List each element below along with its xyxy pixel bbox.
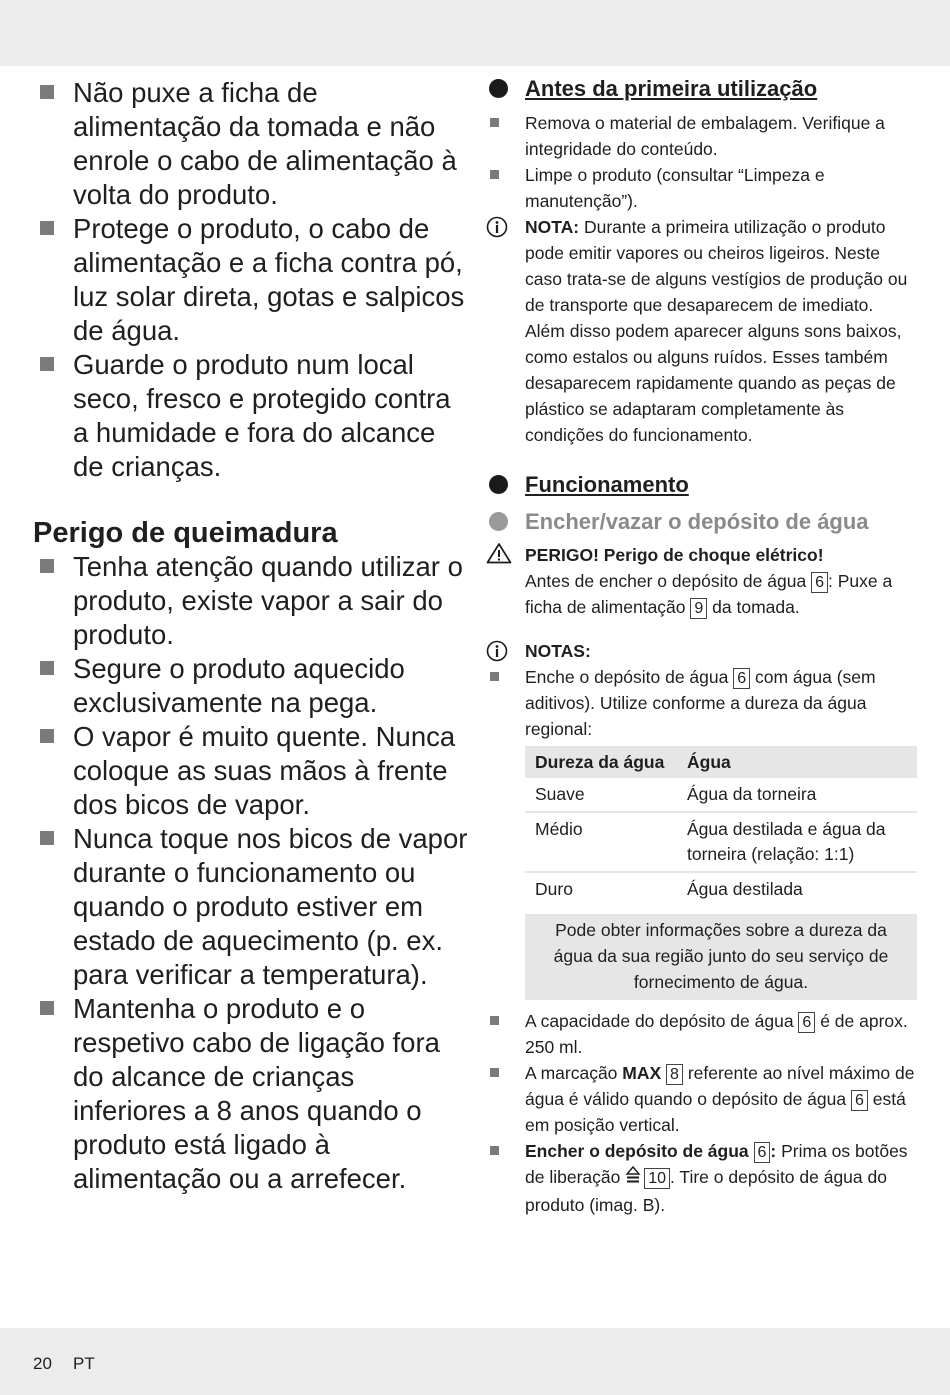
table-row: Suave Água da torneira: [525, 778, 917, 812]
list-item: Nunca toque nos bicos de vapor durante o funcionamento ou quando o produto estiver em estado de aquecimento (p. ex. para verificar a temperatura).: [33, 822, 473, 992]
page-number: 20: [33, 1354, 52, 1373]
right-column: [487, 74, 917, 1218]
square-bullet-icon: [490, 170, 499, 179]
info-circle-icon: [486, 216, 508, 245]
release-button-icon: [625, 1165, 641, 1192]
ref-number: 8: [666, 1064, 683, 1085]
square-bullet-icon: [490, 1068, 499, 1077]
list-item: A marcação MAX 8 referente ao nível máximo de água é válido quando o depósito de água 6 está em posição vertical.: [487, 1060, 917, 1138]
table-header: Dureza da água: [525, 746, 677, 778]
table-footnote: Pode obter informações sobre a dureza da água da sua região junto do seu serviço de fornecimento de água.: [525, 914, 917, 1000]
list-item: Segure o produto aquecido exclusivamente na pega.: [33, 652, 473, 720]
list-item: Guarde o produto num local seco, fresco e protegido contra a humidade e fora do alcance de crianças.: [33, 348, 473, 484]
ref-number: 10: [644, 1168, 670, 1189]
list-item: A capacidade do depósito de água 6 é de aprox. 250 ml.: [487, 1008, 917, 1060]
left-column: [33, 76, 473, 1196]
list-item: Mantenha o produto e o respetivo cabo de ligação fora do alcance de crianças inferiores a 8 anos quando o produto está ligado à alimentação ou a arrefecer.: [33, 992, 473, 1196]
square-bullet-icon: [40, 559, 54, 573]
ref-number: 6: [754, 1142, 771, 1163]
ref-number: 6: [811, 572, 828, 593]
section-heading-operation: Funcionamento: [487, 470, 917, 500]
square-bullet-icon: [40, 85, 54, 99]
section-heading-burn-hazard: Perigo de queimadura: [33, 517, 338, 549]
list-item: Protege o produto, o cabo de alimentação e a ficha contra pó, luz solar direta, gotas e salpicos de água.: [33, 212, 473, 348]
square-bullet-icon: [40, 729, 54, 743]
ref-number: 6: [851, 1090, 868, 1111]
grey-circle-icon: [489, 512, 508, 531]
subsection-heading-fill-tank: Encher/vazar o depósito de água: [487, 506, 917, 538]
section-heading-before-first-use: Antes da primeira utilização: [487, 74, 917, 104]
filled-circle-icon: [489, 475, 508, 494]
list-item: Remova o material de embalagem. Verifique a integridade do conteúdo.: [487, 110, 917, 162]
square-bullet-icon: [490, 672, 499, 681]
table-header: Água: [677, 746, 917, 778]
ref-number: 9: [690, 598, 707, 619]
water-hardness-table: [525, 746, 917, 906]
list-item: Não puxe a ficha de alimentação da tomada e não enrole o cabo de alimentação à volta do produto.: [33, 76, 473, 212]
filled-circle-icon: [489, 79, 508, 98]
square-bullet-icon: [490, 1146, 499, 1155]
square-bullet-icon: [40, 661, 54, 675]
header-bar: [0, 0, 950, 66]
square-bullet-icon: [40, 831, 54, 845]
ref-number: 6: [733, 668, 750, 689]
footer-bar: [0, 1328, 950, 1395]
list-item: Tenha atenção quando utilizar o produto, existe vapor a sair do produto.: [33, 550, 473, 652]
list-item: Encher o depósito de água 6 : Prima os botões de liberação 10 . Tire o depósito de água do produto (imag. B).: [487, 1138, 917, 1218]
ref-number: 6: [798, 1012, 815, 1033]
list-item: O vapor é muito quente. Nunca coloque as suas mãos à frente dos bicos de vapor.: [33, 720, 473, 822]
table-row: Duro Água destilada: [535, 879, 803, 899]
list-item: Limpe o produto (consultar “Limpeza e manutenção”).: [487, 162, 917, 214]
notes-label: NOTAS:: [487, 638, 917, 664]
square-bullet-icon: [40, 1001, 54, 1015]
note-paragraph: NOTA: Durante a primeira utilização o produto pode emitir vapores ou cheiros ligeiros. Neste caso trata-se de alguns vestígios de produção ou de transporte que desaparecem de imediato. Além disso podem aparecer alguns sons baixos, como estalos ou alguns ruídos. Esses também desaparecem rapidamente quando as peças de plástico se adaptaram completamente às condições do funcionamento.: [487, 214, 917, 448]
warning-triangle-icon: [486, 542, 512, 571]
square-bullet-icon: [40, 221, 54, 235]
list-item: Enche o depósito de água 6 com água (sem aditivos). Utilize conforme a dureza da água regional:: [487, 664, 917, 742]
square-bullet-icon: [490, 1016, 499, 1025]
table-row: Médio Água destilada e água da torneira (relação: 1:1): [525, 812, 917, 872]
danger-paragraph: PERIGO! Perigo de choque elétrico! Antes de encher o depósito de água 6 : Puxe a ficha de alimentação 9 da tomada.: [487, 542, 917, 620]
square-bullet-icon: [40, 357, 54, 371]
square-bullet-icon: [490, 118, 499, 127]
language-code: PT: [73, 1354, 95, 1373]
